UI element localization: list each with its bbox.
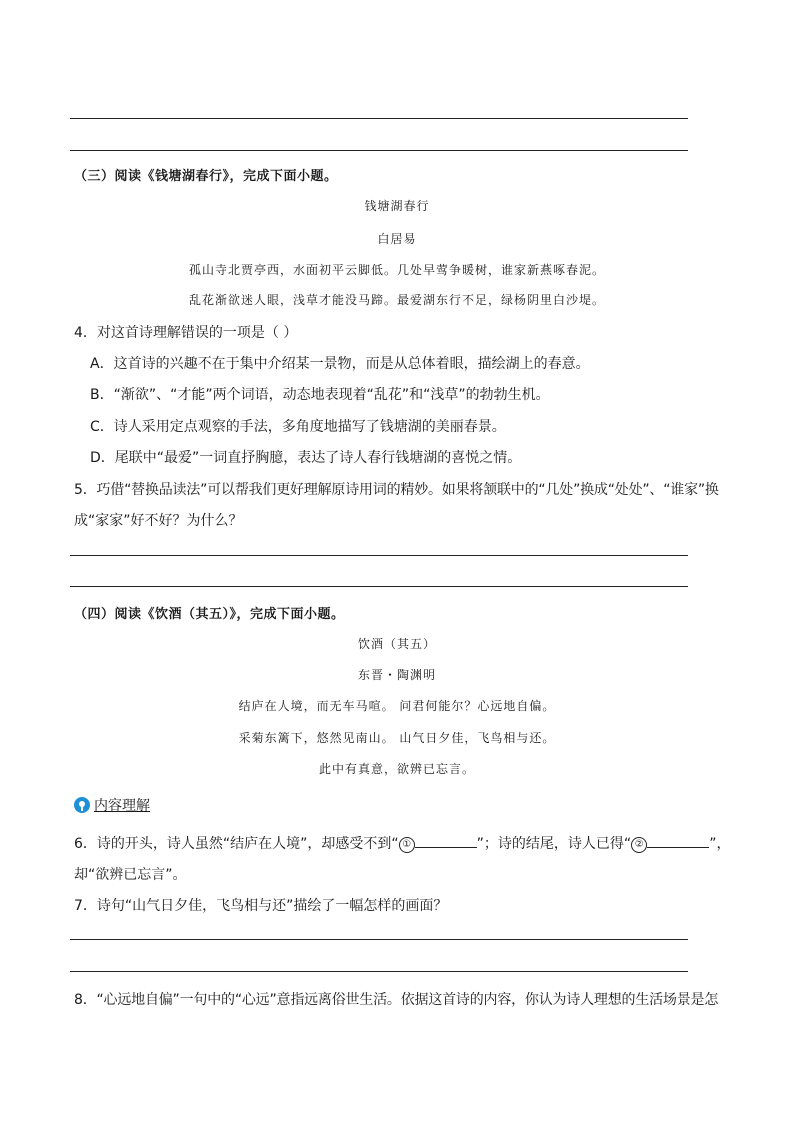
poem-title: 钱塘湖春行 bbox=[364, 199, 430, 213]
question-4-option-c[interactable]: C．诗人采用定点观察的手法，多角度地描写了钱塘湖的美丽春景。 bbox=[90, 419, 506, 435]
fill-blank-2[interactable] bbox=[647, 835, 709, 848]
question-4-option-b[interactable]: B．“渐欲”、“才能”两个词语，动态地表现着“乱花”和“浅草”的勃勃生机。 bbox=[90, 387, 550, 403]
fill-blank-1[interactable] bbox=[415, 835, 477, 848]
poem-title: 饮酒（其五） bbox=[357, 637, 436, 651]
question-4-stem: 4．对这首诗理解错误的一项是（ ） bbox=[74, 325, 298, 341]
question-6-text: 却“欲辨已忘言”。 bbox=[74, 867, 187, 883]
answer-line[interactable] bbox=[70, 586, 688, 587]
answer-line[interactable] bbox=[70, 555, 688, 556]
question-5-text: 5．巧借“替换品读法”可以帮我们更好理解原诗用词的精妙。如果将颔联中的“几处”换成“处处”、“谁家”换 bbox=[74, 482, 719, 498]
question-4-option-d[interactable]: D．尾联中“最爱”一词直抒胸臆，表达了诗人春行钱塘湖的喜悦之情。 bbox=[90, 450, 522, 466]
section-heading: （四）阅读《饮酒（其五）》，完成下面小题。 bbox=[74, 607, 345, 622]
question-6-text bbox=[74, 833, 730, 853]
blank-marker: ② bbox=[631, 837, 647, 853]
poem-line: 此中有真意，欲辨已忘言。 bbox=[318, 762, 475, 776]
location-pin-icon bbox=[74, 797, 90, 813]
poem-line: 采菊东篱下，悠然见南山。 山气日夕佳，飞鸟相与还。 bbox=[238, 731, 556, 745]
blank-marker: ① bbox=[399, 837, 415, 853]
section-heading: （三）阅读《钱塘湖春行》，完成下面小题。 bbox=[74, 169, 338, 184]
poem-line: 孤山寺北贾亭西，水面初平云脚低。几处早莺争暖树，谁家新燕啄春泥。 bbox=[188, 263, 605, 277]
question-8-text: 8．“心远地自偏”一句中的“心远”意指远离俗世生活。依据这首诗的内容，你认为诗人理想的生活场景是怎 bbox=[74, 992, 719, 1008]
poem-author: 白居易 bbox=[377, 232, 417, 246]
answer-line[interactable] bbox=[70, 150, 688, 151]
poem-author: 东晋・陶渊明 bbox=[357, 668, 436, 682]
question-6-part: 6．诗的开头，诗人虽然“结庐在人境”，却感受不到“ bbox=[74, 836, 399, 852]
answer-line[interactable] bbox=[70, 971, 688, 972]
question-5-text: 成“家家”好不好？为什么？ bbox=[74, 513, 243, 529]
content-understanding-tag bbox=[74, 795, 150, 815]
poem-line: 乱花渐欲迷人眼，浅草才能没马蹄。最爱湖东行不足，绿杨阴里白沙堤。 bbox=[188, 293, 605, 307]
question-4-option-a[interactable]: A．这首诗的兴趣不在于集中介绍某一景物，而是从总体着眼，描绘湖上的春意。 bbox=[90, 356, 590, 372]
question-7-text: 7．诗句“山气日夕佳，飞鸟相与还”描绘了一幅怎样的画面？ bbox=[74, 898, 448, 914]
question-6-part: ”；诗的结尾，诗人已得“ bbox=[476, 836, 632, 852]
answer-line[interactable] bbox=[70, 939, 688, 940]
question-6-part: ”， bbox=[709, 836, 731, 852]
answer-line[interactable] bbox=[70, 118, 688, 119]
tag-label: 内容理解 bbox=[94, 798, 150, 814]
poem-line: 结庐在人境，而无车马喧。 问君何能尔？心远地自偏。 bbox=[238, 699, 556, 713]
